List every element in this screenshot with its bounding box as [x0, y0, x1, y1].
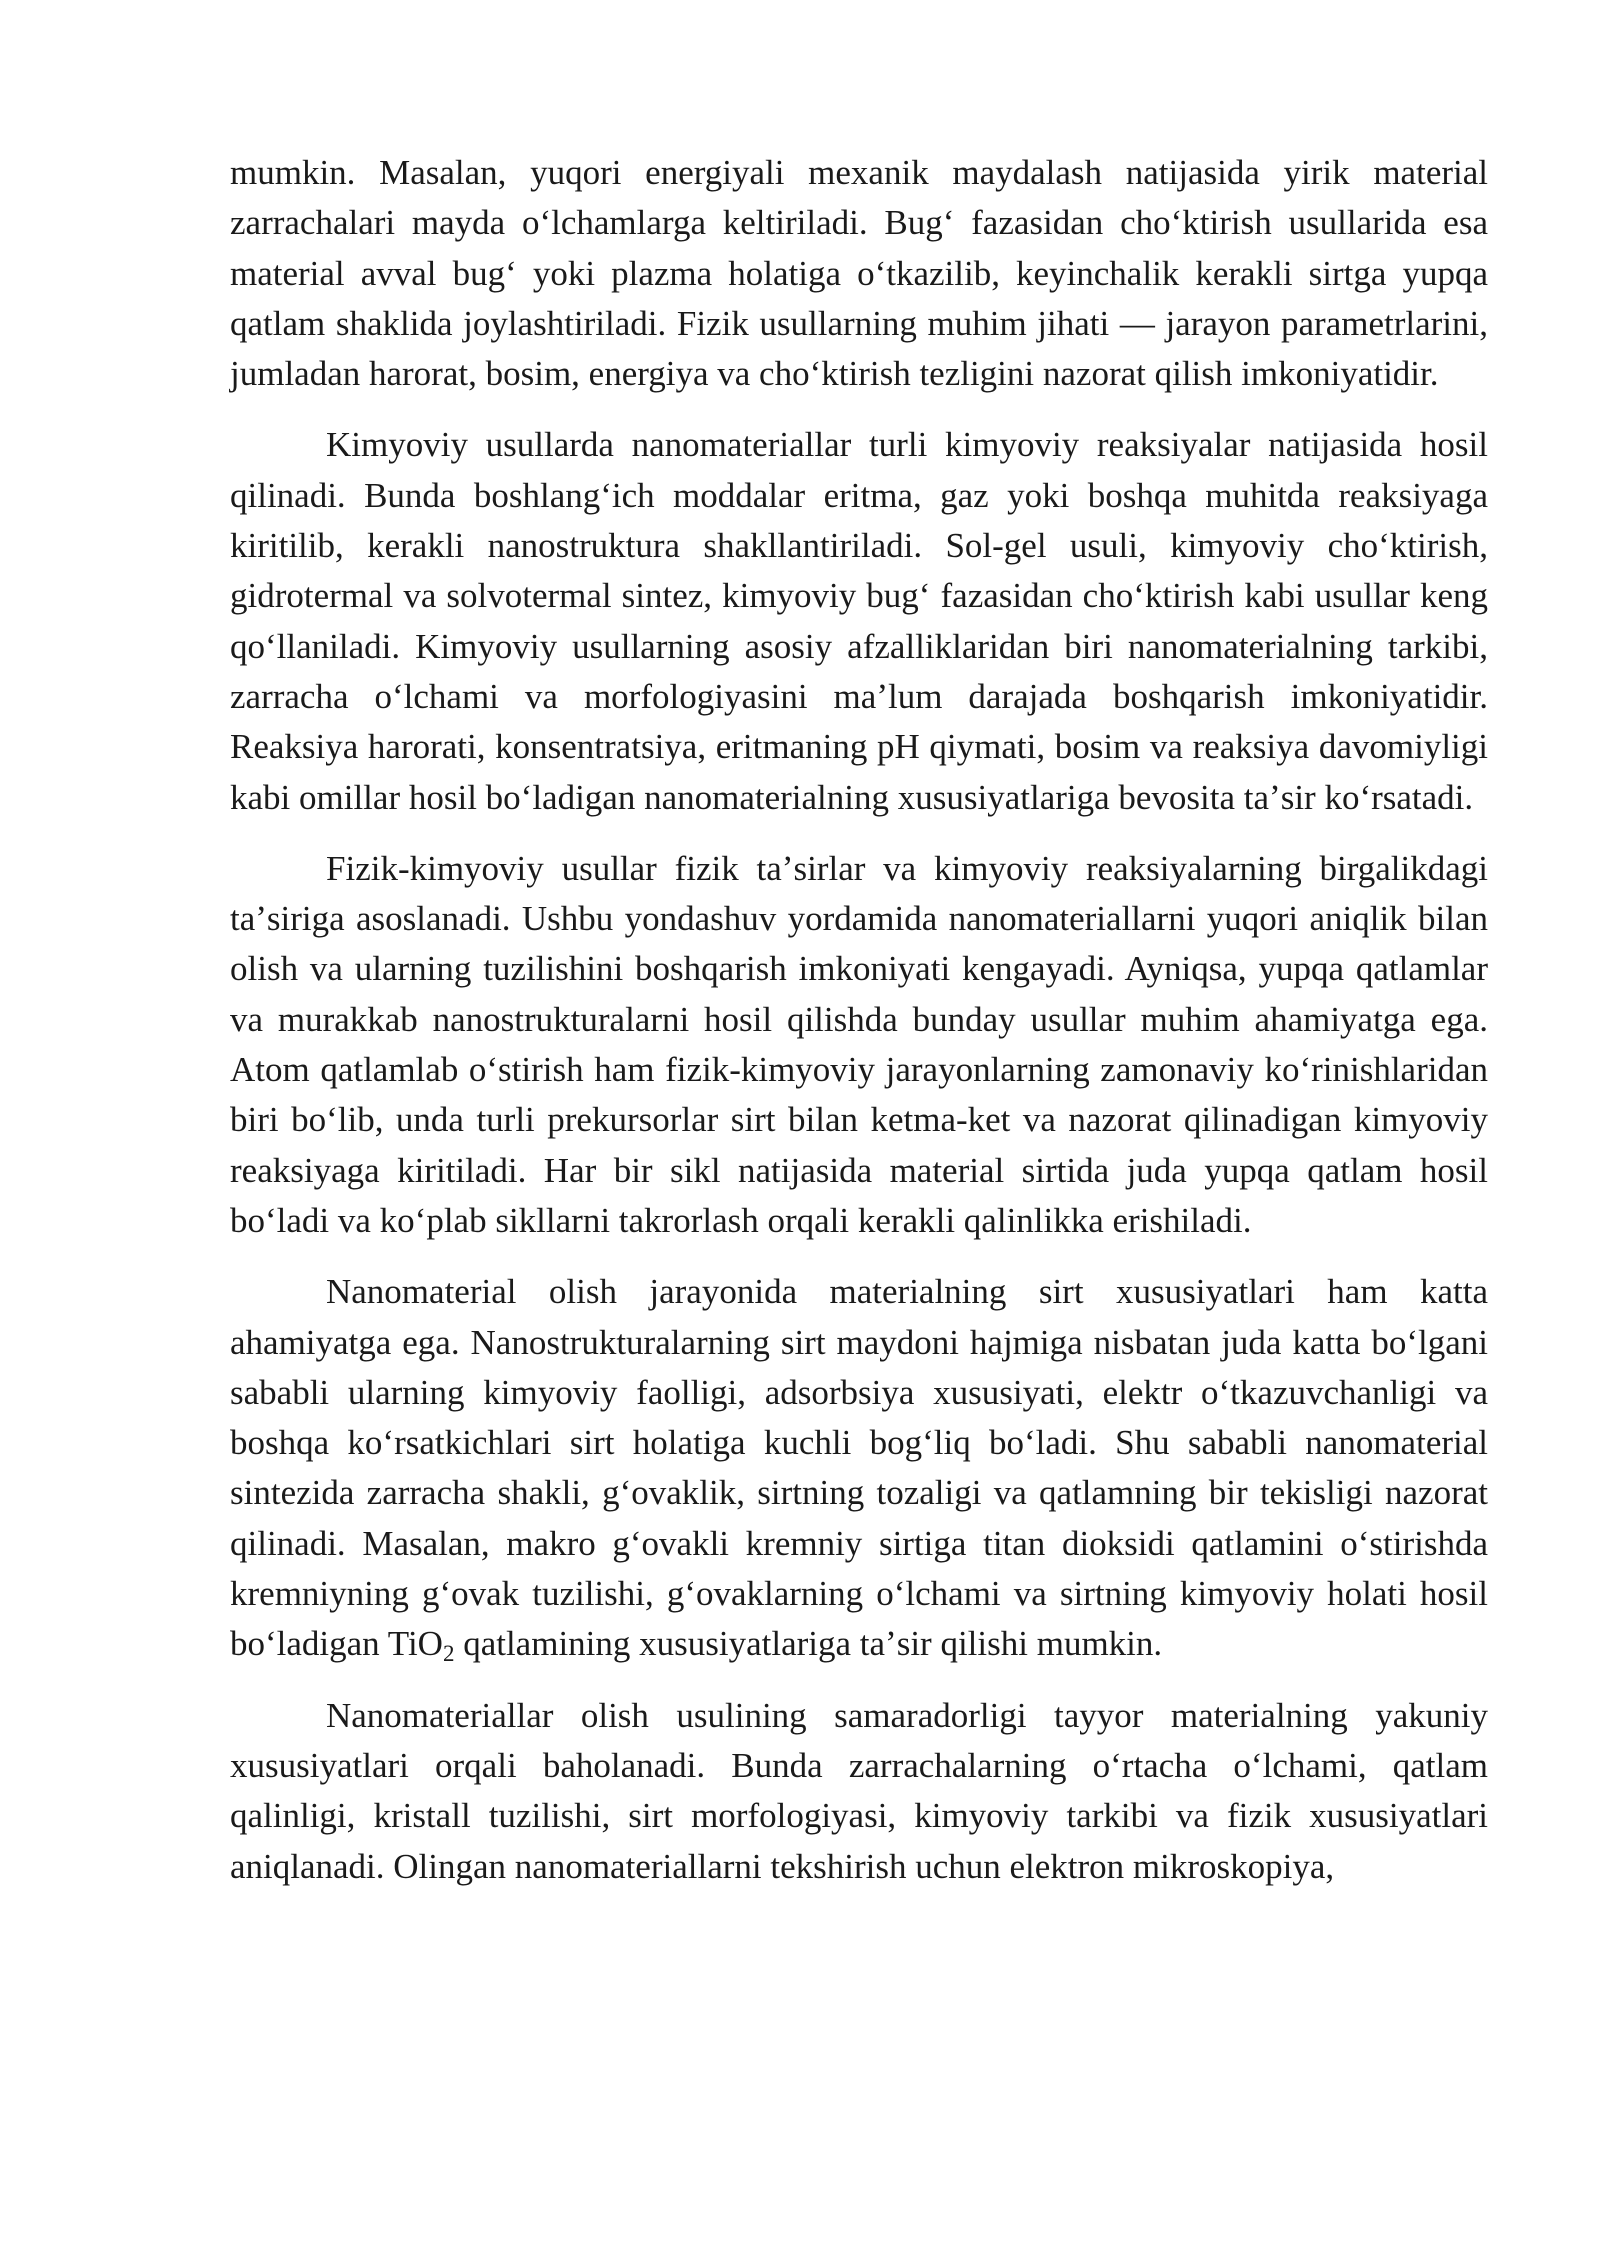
paragraph-5: Nanomateriallar olish usulining samaradorligi tayyor materialning yakuniy xususiyatlari orqali baholanadi. Bunda zarrachalarning oʻrtacha oʻlchami, qatlam qalinligi, kristall tuzilishi, sirt morfologiyasi, kimyoviy tarkibi va fizik xususiyatlari aniqlanadi. Olingan nanomateriallarni tekshirish uchun elektron mikroskopiya,: [230, 1695, 1488, 1886]
subscript-2: 2: [442, 1641, 455, 1667]
paragraph-3: Fizik-kimyoviy usullar fizik taʼsirlar va kimyoviy reaksiyalarning birgalikdagi taʼsiriga asoslanadi. Ushbu yondashuv yordamida nanomateriallarni yuqori aniqlik bilan olish va ularning tuzilishini boshqarish imkoniyati kengayadi. Ayniqsa, yupqa qatlamlar va murakkab nanostrukturalarni hosil qilishda bunday usullar muhim ahamiyatga ega. Atom qatlamlab oʻstirish ham fizik-kimyoviy jarayonlarning zamonaviy koʻrinishlaridan biri boʻlib, unda turli prekursorlar sirt bilan ketma-ket va nazorat qilinadigan kimyoviy reaksiyaga kiritiladi. Har bir sikl natijasida material sirtida juda yupqa qatlam hosil boʻladi va koʻplab sikllarni takrorlash orqali kerakli qalinlikka erishiladi.: [230, 848, 1488, 1240]
paragraph-4-text-before: Nanomaterial olish jarayonida materialning sirt xususiyatlari ham katta ahamiyatga ega. Nanostrukturalarning sirt maydoni hajmiga nisbatan juda katta boʻlgani sababli ularning kimyoviy faolligi, adsorbsiya xususiyati, elektr oʻtkazuvchanligi va boshqa koʻrsatkichlari sirt holatiga kuchli bogʻliq boʻladi. Shu sababli nanomaterial sintezida zarracha shakli, gʻovaklik, sirtning tozaligi va qatlamning bir tekisligi nazorat qilinadi. Masalan, makro gʻovakli kremniy sirtiga titan dioksidi qatlamini oʻstirishda kremniyning gʻovak tuzilishi, gʻovaklarning oʻlchami va sirtning kimyoviy holati hosil boʻladigan TiO: [230, 1272, 1488, 1664]
document-page: [230, 148, 1488, 1913]
paragraph-1: mumkin. Masalan, yuqori energiyali mexanik maydalash natijasida yirik material zarrachalari mayda oʻlchamlarga keltiriladi. Bugʻ fazasidan choʻktirish usullarida esa material avval bugʻ yoki plazma holatiga oʻtkazilib, keyinchalik kerakli sirtga yupqa qatlam shaklida joylashtiriladi. Fizik usullarning muhim jihati — jarayon parametrlarini, jumladan harorat, bosim, energiya va choʻktirish tezligini nazorat qilish imkoniyatidir.: [230, 153, 1488, 394]
paragraph-2: Kimyoviy usullarda nanomateriallar turli kimyoviy reaksiyalar natijasida hosil qilinadi. Bunda boshlangʻich moddalar eritma, gaz yoki boshqa muhitda reaksiyaga kiritilib, kerakli nanostruktura shakllantiriladi. Sol-gel usuli, kimyoviy choʻktirish, gidrotermal va solvotermal sintez, kimyoviy bugʻ fazasidan choʻktirish kabi usullar keng qoʻllaniladi. Kimyoviy usullarning asosiy afzalliklaridan biri nanomaterialning tarkibi, zarracha oʻlchami va morfologiyasini maʼlum darajada boshqarish imkoniyatidir. Reaksiya harorati, konsentratsiya, eritmaning pH qiymati, bosim va reaksiya davomiyligi kabi omillar hosil boʻladigan nanomaterialning xususiyatlariga bevosita taʼsir koʻrsatadi.: [230, 425, 1488, 817]
paragraph-4: [230, 1267, 1488, 1669]
paragraph-4-text-after: qatlamining xususiyatlariga taʼsir qilishi mumkin.: [454, 1624, 1163, 1664]
